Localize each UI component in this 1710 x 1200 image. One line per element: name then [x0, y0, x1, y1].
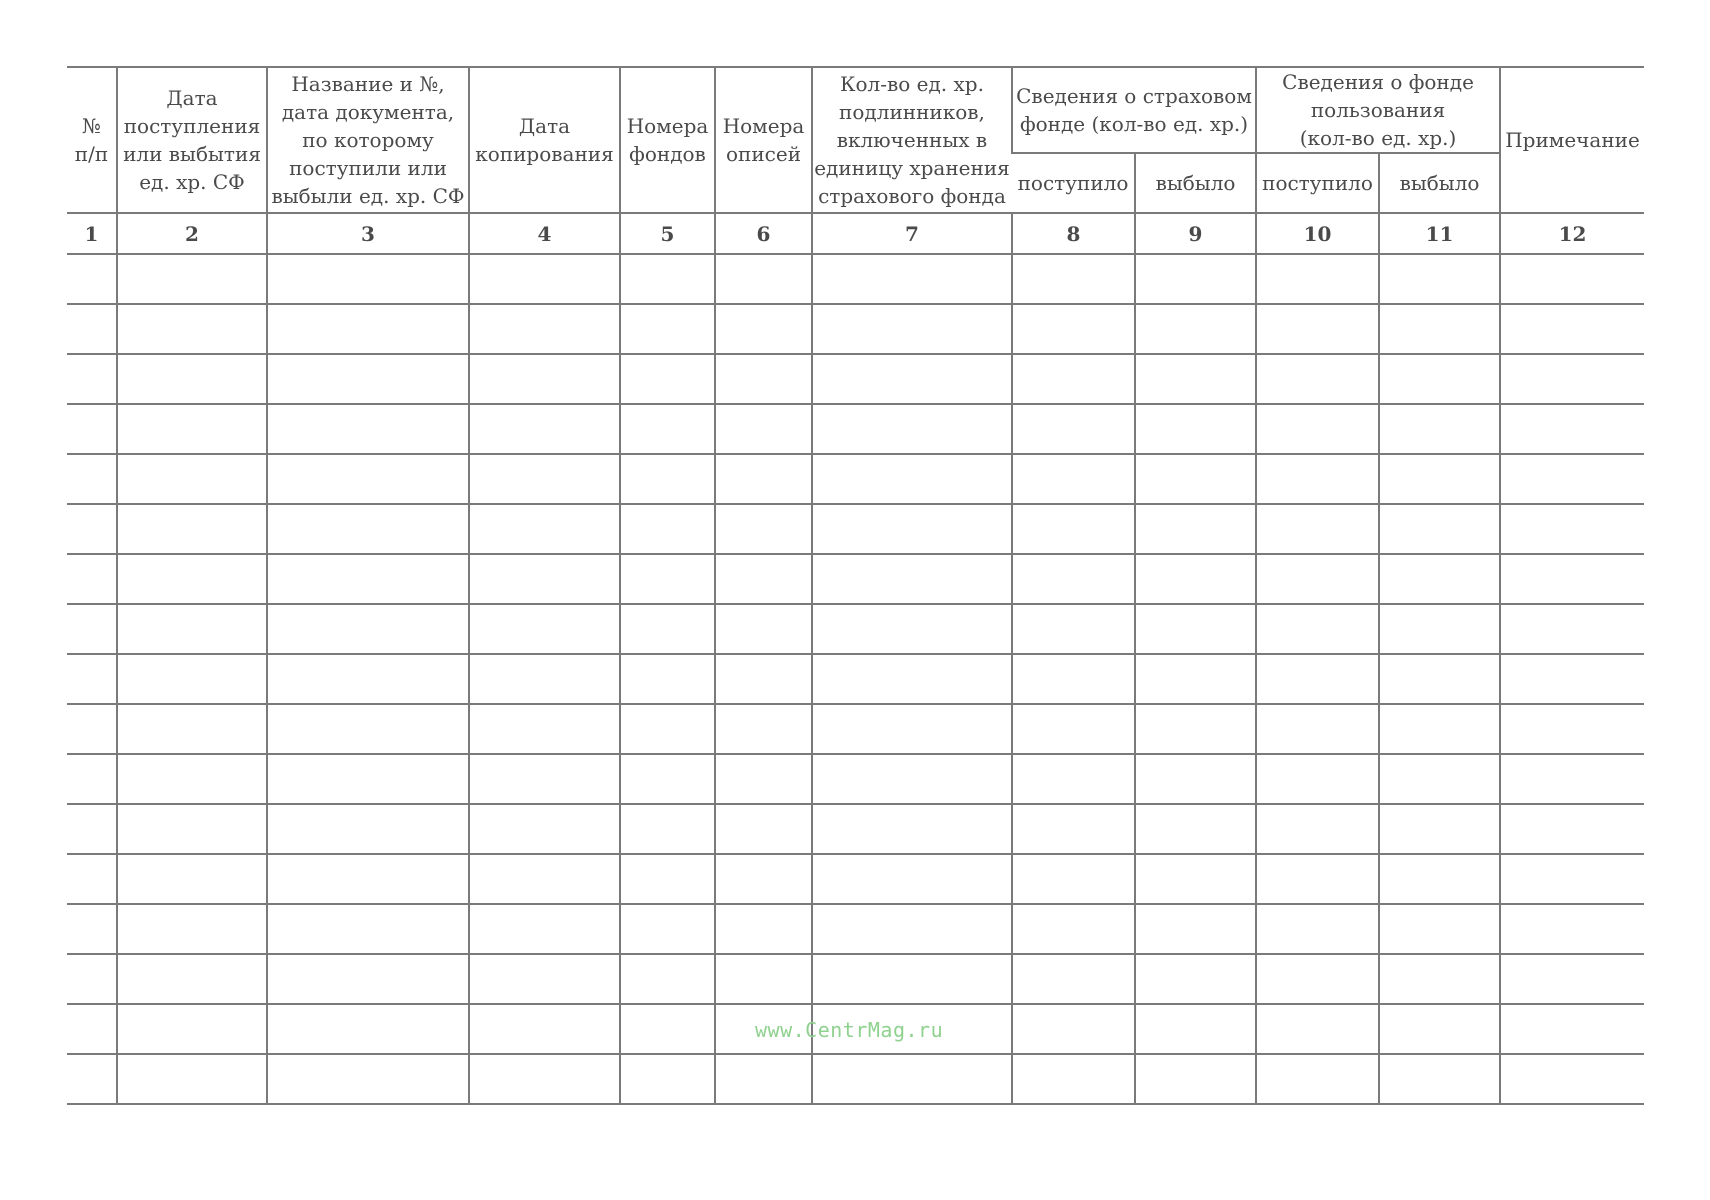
table-cell[interactable]: [1135, 404, 1256, 454]
table-cell[interactable]: [267, 1004, 469, 1054]
table-cell[interactable]: [267, 454, 469, 504]
table-cell[interactable]: [67, 304, 117, 354]
table-cell[interactable]: [812, 454, 1012, 504]
table-cell[interactable]: [67, 954, 117, 1004]
table-cell[interactable]: [117, 804, 267, 854]
table-cell[interactable]: [117, 404, 267, 454]
table-cell[interactable]: [1500, 554, 1644, 604]
table-cell[interactable]: [1379, 254, 1500, 304]
table-cell[interactable]: [715, 354, 812, 404]
table-cell[interactable]: [1256, 904, 1379, 954]
table-cell[interactable]: [267, 654, 469, 704]
table-cell[interactable]: [1012, 554, 1135, 604]
table-row: [67, 304, 1644, 354]
table-cell[interactable]: [812, 954, 1012, 1004]
table-cell[interactable]: [1012, 854, 1135, 904]
table-cell[interactable]: [812, 404, 1012, 454]
table-cell[interactable]: [1379, 754, 1500, 804]
table-cell[interactable]: [469, 754, 620, 804]
table-cell[interactable]: [715, 254, 812, 304]
table-cell[interactable]: [620, 504, 715, 554]
table-cell[interactable]: [1256, 754, 1379, 804]
table-cell[interactable]: [1012, 654, 1135, 704]
table-cell[interactable]: [67, 704, 117, 754]
table-cell[interactable]: [1012, 354, 1135, 404]
table-cell[interactable]: [812, 354, 1012, 404]
table-cell[interactable]: [715, 954, 812, 1004]
table-cell[interactable]: [1500, 704, 1644, 754]
table-cell[interactable]: [1256, 854, 1379, 904]
header-fund-numbers: [620, 67, 715, 213]
table-cell[interactable]: [469, 504, 620, 554]
table-cell[interactable]: [620, 554, 715, 604]
blank-rows: [67, 254, 1644, 1104]
table-cell[interactable]: [715, 604, 812, 654]
table-cell[interactable]: [1500, 454, 1644, 504]
table-cell[interactable]: [1379, 704, 1500, 754]
table-cell[interactable]: [267, 554, 469, 604]
table-cell[interactable]: [620, 654, 715, 704]
table-cell[interactable]: [67, 604, 117, 654]
table-row: [67, 854, 1644, 904]
table-row: [67, 404, 1644, 454]
table-cell[interactable]: [267, 254, 469, 304]
table-cell[interactable]: [812, 754, 1012, 804]
table-cell[interactable]: [1012, 254, 1135, 304]
table-cell[interactable]: [1012, 504, 1135, 554]
table-cell[interactable]: [67, 904, 117, 954]
table-cell[interactable]: [1256, 454, 1379, 504]
table-cell[interactable]: [469, 854, 620, 904]
header-insurance-fund-group: [1012, 67, 1256, 153]
table-row: [67, 504, 1644, 554]
column-number: 5: [620, 213, 715, 254]
table-cell[interactable]: [1135, 954, 1256, 1004]
header-fund-numbers-label: Номера фондов: [626, 114, 709, 166]
table-row: [67, 604, 1644, 654]
watermark: www.CentrMag.ru: [755, 1018, 944, 1042]
table-cell[interactable]: [469, 704, 620, 754]
table-cell[interactable]: [812, 704, 1012, 754]
table-row: [67, 804, 1644, 854]
header-usage-received: [1256, 153, 1379, 213]
table-cell[interactable]: [117, 1004, 267, 1054]
table-cell[interactable]: [1256, 954, 1379, 1004]
column-number: 7: [812, 213, 1012, 254]
header-insurance-fund-group-label: Сведения о страховом фонде (кол-во ед. хр.): [1016, 84, 1252, 136]
table-cell[interactable]: [1012, 1004, 1135, 1054]
table-cell[interactable]: [1256, 354, 1379, 404]
table-cell[interactable]: [469, 1054, 620, 1104]
table-cell[interactable]: [117, 454, 267, 504]
table-cell[interactable]: [620, 454, 715, 504]
header-note-label: Примечание: [1505, 128, 1640, 152]
header-row: [67, 67, 1644, 153]
table-cell[interactable]: [715, 654, 812, 704]
table-cell[interactable]: [812, 804, 1012, 854]
table-cell[interactable]: [1256, 654, 1379, 704]
table-cell[interactable]: [1500, 354, 1644, 404]
table-cell[interactable]: [267, 754, 469, 804]
table-cell[interactable]: [1379, 554, 1500, 604]
table-cell[interactable]: [469, 404, 620, 454]
table-cell[interactable]: [812, 604, 1012, 654]
header-insurance-removed: [1135, 153, 1256, 213]
table-row: [67, 1054, 1644, 1104]
table-cell[interactable]: [620, 604, 715, 654]
table-cell[interactable]: [715, 704, 812, 754]
table-row: [67, 654, 1644, 704]
table-cell[interactable]: [67, 654, 117, 704]
table-cell[interactable]: [267, 354, 469, 404]
table-cell[interactable]: [117, 704, 267, 754]
table-cell[interactable]: [469, 254, 620, 304]
table-cell[interactable]: [469, 454, 620, 504]
table-cell[interactable]: [812, 854, 1012, 904]
table-cell[interactable]: [469, 1004, 620, 1054]
table-cell[interactable]: [469, 904, 620, 954]
table-cell[interactable]: [812, 904, 1012, 954]
table-cell[interactable]: [267, 704, 469, 754]
table-cell[interactable]: [67, 404, 117, 454]
table-cell[interactable]: [1500, 304, 1644, 354]
table-cell[interactable]: [1256, 1004, 1379, 1054]
column-number: 8: [1012, 213, 1135, 254]
table-cell[interactable]: [67, 504, 117, 554]
table-cell[interactable]: [1135, 904, 1256, 954]
table-cell[interactable]: [117, 354, 267, 404]
table-cell[interactable]: [715, 754, 812, 804]
column-number: 11: [1379, 213, 1500, 254]
header-insurance-removed-label: выбыло: [1155, 171, 1236, 195]
column-number: 10: [1256, 213, 1379, 254]
table-cell[interactable]: [267, 904, 469, 954]
table-cell[interactable]: [1379, 354, 1500, 404]
table-cell[interactable]: [1135, 254, 1256, 304]
header-row-number-label: № п/п: [74, 114, 109, 166]
table-cell[interactable]: [1500, 504, 1644, 554]
table-cell[interactable]: [1379, 654, 1500, 704]
table-cell[interactable]: [1012, 904, 1135, 954]
table-cell[interactable]: [620, 304, 715, 354]
column-number: 12: [1500, 213, 1644, 254]
header-row-number: [67, 67, 117, 213]
table-cell[interactable]: [117, 254, 267, 304]
table-row: [67, 904, 1644, 954]
table-cell[interactable]: [1500, 804, 1644, 854]
table-cell[interactable]: [1256, 504, 1379, 554]
table-row: [67, 704, 1644, 754]
table-cell[interactable]: [1012, 754, 1135, 804]
table-cell[interactable]: [267, 404, 469, 454]
table-cell[interactable]: [812, 504, 1012, 554]
table-cell[interactable]: [1379, 404, 1500, 454]
table-cell[interactable]: [1012, 604, 1135, 654]
table-cell[interactable]: [715, 554, 812, 604]
table-cell[interactable]: [1135, 1054, 1256, 1104]
header-insurance-received-label: поступило: [1017, 171, 1129, 195]
table-cell[interactable]: [117, 754, 267, 804]
header-date-received: [117, 67, 267, 213]
table-cell[interactable]: [117, 954, 267, 1004]
table-cell[interactable]: [469, 954, 620, 1004]
table-cell[interactable]: [1135, 654, 1256, 704]
table-cell[interactable]: [117, 304, 267, 354]
table-cell[interactable]: [1256, 254, 1379, 304]
table-cell[interactable]: [715, 404, 812, 454]
column-number: 9: [1135, 213, 1256, 254]
table-cell[interactable]: [469, 304, 620, 354]
table-cell[interactable]: [1500, 954, 1644, 1004]
table-cell[interactable]: [469, 804, 620, 854]
table-cell[interactable]: [1500, 854, 1644, 904]
table-cell[interactable]: [1500, 1054, 1644, 1104]
table-cell[interactable]: [1379, 1054, 1500, 1104]
table-cell[interactable]: [67, 804, 117, 854]
table-cell[interactable]: [117, 654, 267, 704]
header-usage-fund-group-label: Сведения о фонде пользования (кол-во ед. хр.): [1282, 70, 1474, 150]
table-cell[interactable]: [117, 504, 267, 554]
table-row: [67, 454, 1644, 504]
table-cell[interactable]: [715, 304, 812, 354]
table-cell[interactable]: [1135, 754, 1256, 804]
table-cell[interactable]: [67, 254, 117, 304]
header-usage-removed-label: выбыло: [1399, 171, 1480, 195]
table-cell[interactable]: [67, 1004, 117, 1054]
table-cell[interactable]: [715, 904, 812, 954]
header-copy-date: [469, 67, 620, 213]
header-date-received-label: Дата поступления или выбытия ед. хр. СФ: [123, 86, 261, 194]
table-cell[interactable]: [1500, 1004, 1644, 1054]
header-originals-count: [812, 67, 1012, 213]
table-cell[interactable]: [267, 954, 469, 1004]
table-cell[interactable]: [267, 304, 469, 354]
table-row: [67, 754, 1644, 804]
table-cell[interactable]: [620, 954, 715, 1004]
table-row: [67, 254, 1644, 304]
table-cell[interactable]: [1012, 304, 1135, 354]
table-cell[interactable]: [1256, 704, 1379, 754]
header-inventory-numbers: [715, 67, 812, 213]
column-number: 4: [469, 213, 620, 254]
table-cell[interactable]: [620, 1004, 715, 1054]
table-cell[interactable]: [715, 1054, 812, 1104]
header-originals-count-label: Кол-во ед. хр. подлинников, включенных в единицу хранения страхового фонда: [814, 72, 1010, 208]
header-inventory-numbers-label: Номера описей: [722, 114, 805, 166]
table-cell[interactable]: [1500, 254, 1644, 304]
table-cell[interactable]: [67, 454, 117, 504]
header-copy-date-label: Дата копирования: [475, 114, 614, 166]
table-row: [67, 954, 1644, 1004]
table-cell[interactable]: [620, 704, 715, 754]
table-cell[interactable]: [1379, 854, 1500, 904]
header-usage-removed: [1379, 153, 1500, 213]
table-cell[interactable]: [1256, 304, 1379, 354]
table-cell[interactable]: [715, 504, 812, 554]
table-cell[interactable]: [1135, 854, 1256, 904]
table-cell[interactable]: [715, 804, 812, 854]
table-cell[interactable]: [267, 854, 469, 904]
table-cell[interactable]: [1379, 954, 1500, 1004]
table-cell[interactable]: [812, 1054, 1012, 1104]
table-cell[interactable]: [1012, 454, 1135, 504]
header-insurance-received: [1012, 153, 1135, 213]
table-cell[interactable]: [620, 1054, 715, 1104]
table-cell[interactable]: [812, 254, 1012, 304]
header-document-label: Название и №, дата документа, по которому поступили или выбыли ед. хр. СФ: [271, 72, 465, 208]
table-cell[interactable]: [67, 354, 117, 404]
table-cell[interactable]: [267, 1054, 469, 1104]
table-cell[interactable]: [117, 604, 267, 654]
table-cell[interactable]: [1500, 604, 1644, 654]
table-cell[interactable]: [1135, 554, 1256, 604]
column-number: 1: [67, 213, 117, 254]
table-cell[interactable]: [812, 654, 1012, 704]
table-cell[interactable]: [1012, 954, 1135, 1004]
column-number: 6: [715, 213, 812, 254]
table-cell[interactable]: [67, 754, 117, 804]
table-cell[interactable]: [1500, 654, 1644, 704]
table-cell[interactable]: [1012, 704, 1135, 754]
table-cell[interactable]: [620, 804, 715, 854]
table-cell[interactable]: [1500, 404, 1644, 454]
table-cell[interactable]: [620, 754, 715, 804]
table-cell[interactable]: [1256, 404, 1379, 454]
table-cell[interactable]: [117, 854, 267, 904]
table-cell[interactable]: [620, 404, 715, 454]
table-cell[interactable]: [1379, 1004, 1500, 1054]
table-cell[interactable]: [715, 454, 812, 504]
table-cell[interactable]: [620, 904, 715, 954]
table-cell[interactable]: [469, 654, 620, 704]
header-usage-received-label: поступило: [1262, 171, 1373, 195]
table-cell[interactable]: [1379, 804, 1500, 854]
table-cell[interactable]: [67, 854, 117, 904]
table-cell[interactable]: [812, 554, 1012, 604]
table-cell[interactable]: [1135, 804, 1256, 854]
table-cell[interactable]: [267, 604, 469, 654]
table-cell[interactable]: [1012, 404, 1135, 454]
table-cell[interactable]: [1256, 554, 1379, 604]
table-cell[interactable]: [267, 804, 469, 854]
table-cell[interactable]: [812, 304, 1012, 354]
table-cell[interactable]: [117, 1054, 267, 1104]
table-cell[interactable]: [715, 854, 812, 904]
table-cell[interactable]: [1012, 804, 1135, 854]
table-cell[interactable]: [1012, 1054, 1135, 1104]
table-cell[interactable]: [469, 604, 620, 654]
table-cell[interactable]: [117, 554, 267, 604]
header-note: [1500, 67, 1644, 213]
header-usage-fund-group: [1256, 67, 1500, 153]
table-cell[interactable]: [67, 1054, 117, 1104]
table-cell[interactable]: [1256, 1054, 1379, 1104]
table-cell[interactable]: [1379, 604, 1500, 654]
column-number-row: [67, 213, 1644, 254]
table-cell[interactable]: [67, 554, 117, 604]
table-cell[interactable]: [117, 904, 267, 954]
table-cell[interactable]: [469, 554, 620, 604]
header-document: [267, 67, 469, 213]
table-cell[interactable]: [1379, 304, 1500, 354]
table-cell[interactable]: [1135, 704, 1256, 754]
table-row: [67, 554, 1644, 604]
table-cell[interactable]: [1135, 354, 1256, 404]
table-cell[interactable]: [1135, 304, 1256, 354]
table-cell[interactable]: [1379, 504, 1500, 554]
table-cell[interactable]: [1500, 754, 1644, 804]
table-cell[interactable]: [1135, 604, 1256, 654]
table-cell[interactable]: [267, 504, 469, 554]
table-cell[interactable]: [620, 354, 715, 404]
table-cell[interactable]: [1135, 1004, 1256, 1054]
table-cell[interactable]: [1135, 454, 1256, 504]
table-cell[interactable]: [620, 854, 715, 904]
table-cell[interactable]: [1379, 454, 1500, 504]
table-cell[interactable]: [1500, 904, 1644, 954]
table-cell[interactable]: [1135, 504, 1256, 554]
table-cell[interactable]: [620, 254, 715, 304]
column-number: 3: [267, 213, 469, 254]
table-cell[interactable]: [1256, 804, 1379, 854]
insurance-fund-register-table: [67, 66, 1644, 1105]
table-cell[interactable]: [1256, 604, 1379, 654]
table-row: [67, 354, 1644, 404]
table-cell[interactable]: [1379, 904, 1500, 954]
table-cell[interactable]: [469, 354, 620, 404]
column-number: 2: [117, 213, 267, 254]
